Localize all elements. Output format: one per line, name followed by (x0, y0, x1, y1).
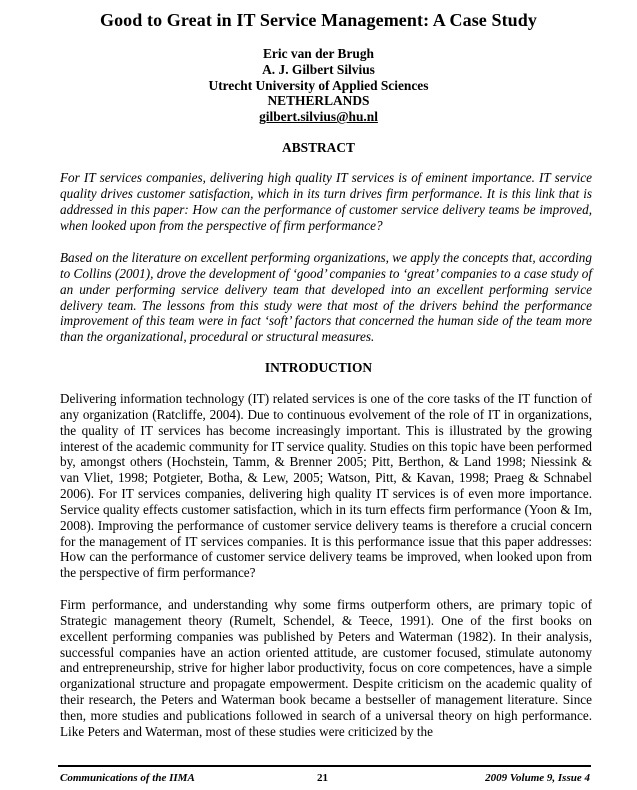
author-name-2: A. J. Gilbert Silvius (262, 61, 375, 77)
abstract-paragraph-2: Based on the literature on excellent performing organizations, we apply the concepts that, according to Collins (2001), drove the development of ‘good’ companies to ‘great’ companies to a case study of an under performing service delivery team that developed into an excellent performing service delivery team. The lessons from this study were that most of the drivers behind the performance improvement of this team were in fact ‘soft’ factors that concerned the human side of the team more than the organizational, procedural or structural measures. (60, 250, 592, 345)
footer-page-number: 21 (317, 772, 328, 784)
footer-journal-name: Communications of the IIMA (60, 772, 195, 784)
introduction-paragraph-1: Delivering information technology (IT) related services is one of the core tasks of the IT function of any organization (Ratcliffe, 2004). Due to continuous evolvement of the role of IT in organizations, the quality of IT services has become increasingly important. This is illustrated by the growing interest of the academic community for IT service quality. Studies on this topic have been performed by, amongst others (Hochstein, Tamm, & Brenner 2005; Pitt, Berthon, & Land 1998; Niessink & van Vliet, 1998; Potgieter, Botha, & Lew, 2005; Watson, Pitt, & Kavan, 1998; Praeg & Schnabel 2006). For IT services companies, delivering high quality IT services is of even more importance. Service quality effects customer satisfaction, which in its turn effects firm performance (Yoon & Im, 2008). Improving the performance of customer service delivery teams is therefore a crucial concern for the management of IT services companies. It is this performance issue that this paper addresses: How can the performance of customer service delivery teams be improved, when looked upon from the perspective of firm performance? (60, 391, 592, 581)
footer-issue: 2009 Volume 9, Issue 4 (485, 772, 590, 784)
author-country: NETHERLANDS (267, 93, 370, 109)
introduction-paragraph-2: Firm performance, and understanding why some firms outperform others, are primary topic of Strategic management theory (Rumelt, Schendel, & Teece, 1991). One of the first books on excellent performing companies was published by Peters and Waterman (1982). In their analysis, successful companies have an action oriented attitude, are customer focused, stimulate autonomy and entrepreneurship, strive for higher labor productivity, focus on core competences, have a simple organizational structure and propagate empowerment. Despite criticism on the academic quality of their research, the Peters and Waterman book became a bestseller of management literature. Since then, more studies and publications followed in search of a universal theory on high performance. Like Peters and Waterman, most of these studies were criticized by the (60, 597, 592, 739)
author-email-link[interactable]: gilbert.silvius@hu.nl (259, 109, 378, 125)
footer-divider (58, 765, 591, 767)
author-block (0, 46, 637, 125)
introduction-heading: INTRODUCTION (264, 360, 373, 375)
author-name-1: Eric van der Brugh (263, 46, 374, 61)
paper-title: Good to Great in IT Service Management: A Case Study (99, 10, 538, 30)
abstract-paragraph-1: For IT services companies, delivering high quality IT services is of eminent importance. IT service quality drives customer satisfaction, which in its turn drives firm performance. It is this link that is addressed in this paper: How can the performance of customer service delivery teams be improved, when looked upon from the perspective of firm performance? (60, 170, 592, 233)
abstract-heading: ABSTRACT (282, 140, 355, 155)
author-affiliation: Utrecht University of Applied Sciences (208, 77, 429, 93)
